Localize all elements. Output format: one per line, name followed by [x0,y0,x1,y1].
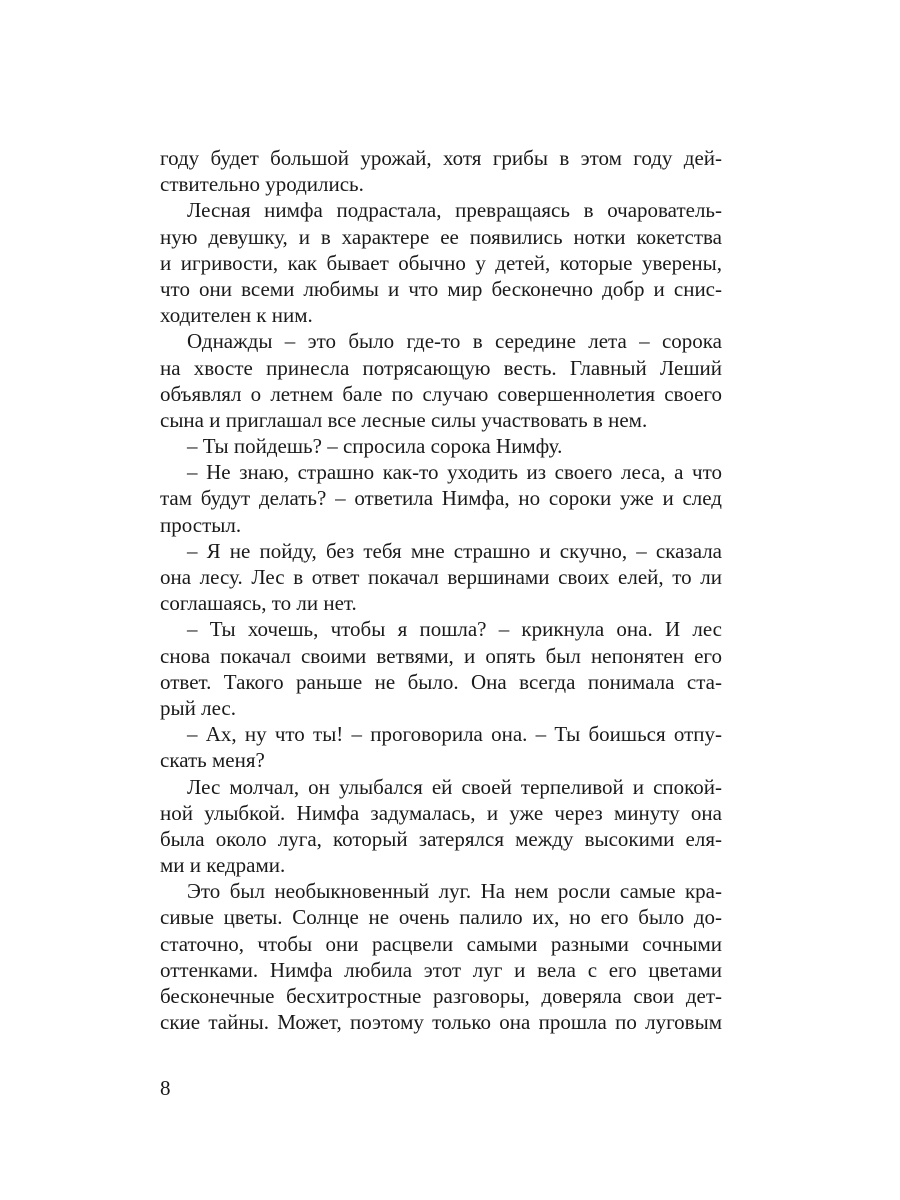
text-line: рый лес. [160,695,236,720]
text-line: Лес молчал, он улыбался ей своей терпеливой и спокой- [187,774,722,799]
text-line: на хвосте принесла потрясающую весть. Главный Леший [160,355,722,380]
text-line: ответ. Такого раньше не было. Она всегда понимала ста- [160,669,722,694]
text-line: она лесу. Лес в ответ покачал вершинами своих елей, то ли [160,565,722,589]
text-line: Лесная нимфа подрастала, превращаясь в очарователь- [187,198,722,223]
text-line: году будет большой урожай, хотя грибы в этом году дей- [160,146,722,170]
text-line: скать меня? [160,748,265,773]
text-line: – Я не пойду, без тебя мне страшно и скучно, – сказала [187,538,722,563]
text-line: – Не знаю, страшно как-то уходить из своего леса, а что [187,460,722,485]
body-text [160,145,722,1035]
text-line: и игривости, как бывает обычно у детей, которые уверены, [160,250,722,275]
text-line: ной улыбкой. Нимфа задумалась, и уже через минуту она [160,800,722,825]
text-line: соглашаясь, то ли нет. [160,591,357,616]
text-line: ствительно уродились. [160,172,364,197]
text-line: статочно, чтобы они расцвели самыми разными сочными [160,931,722,956]
text-line: объявлял о летнем бале по случаю совершеннолетия своего [160,381,722,406]
text-line: сивые цветы. Солнце не очень палило их, но его было до- [160,905,722,930]
text-line: сына и приглашал все лесные силы участвовать в нем. [160,407,648,432]
text-line: бесконечные бесхитростные разговоры, доверяла свои дет- [160,984,722,1008]
text-line: ские тайны. Может, поэтому только она прошла по луговым [160,1010,722,1035]
text-line: ную девушку, и в характере ее появились нотки кокетства [160,224,722,249]
text-line: что они всеми любимы и что мир бесконечно добр и снис- [160,276,722,301]
page-number: 8 [160,1076,171,1100]
text-line: снова покачал своими ветвями, и опять был непонятен его [160,643,722,668]
text-line: – Ты хочешь, чтобы я пошла? – крикнула она. И лес [187,617,722,642]
text-line: была около луга, который затерялся между высокими еля- [160,826,722,851]
text-line: – Ты пойдешь? – спросила сорока Нимфу. [187,434,563,459]
text-line: оттенками. Нимфа любила этот луг и вела с его цветами [160,957,722,982]
text-line: – Ах, ну что ты! – проговорила она. – Ты боишься отпу- [187,722,722,747]
text-line: простыл. [160,512,242,537]
text-line: Однажды – это было где-то в середине лета – сорока [187,329,722,354]
text-line: там будут делать? – ответила Нимфа, но сороки уже и след [160,486,722,511]
text-line: ходителен к ним. [160,303,313,328]
text-line: Это был необыкновенный луг. На нем росли самые кра- [187,879,722,904]
text-line: ми и кедрами. [160,853,286,878]
